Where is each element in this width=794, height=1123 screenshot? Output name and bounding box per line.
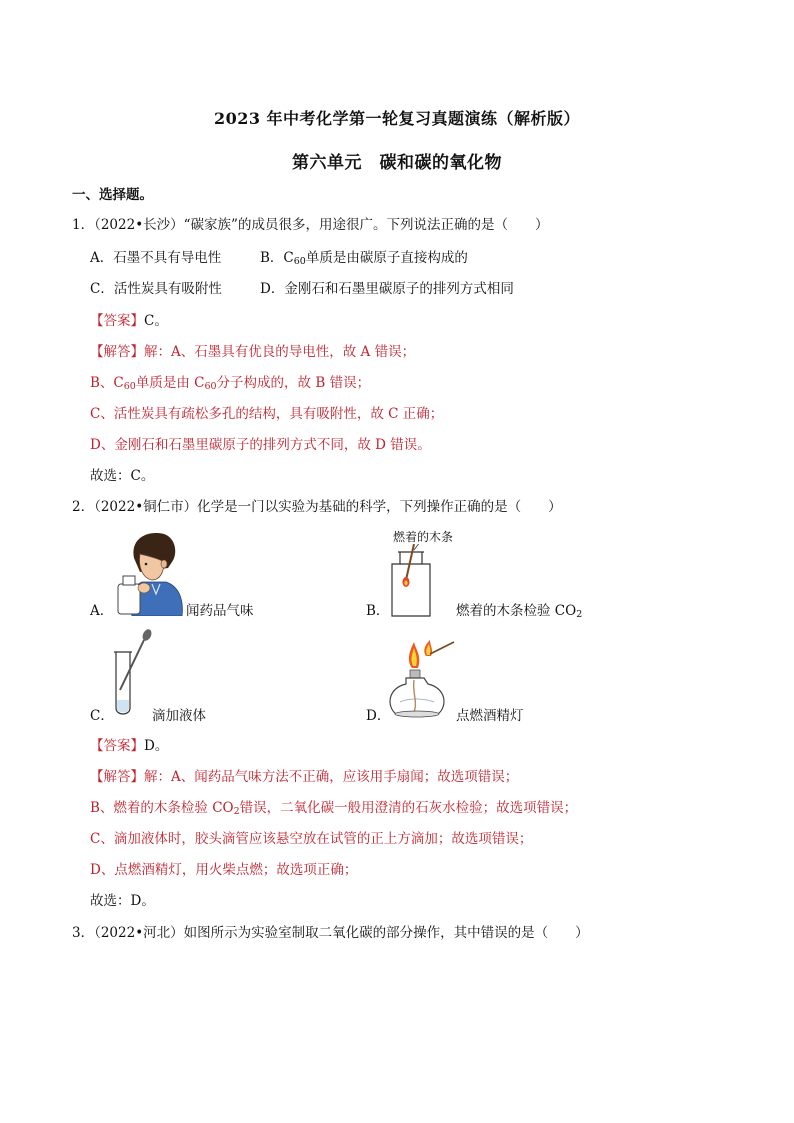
q2-option-d-letter: D． (366, 708, 391, 724)
q2-option-c-letter: C． (90, 708, 114, 724)
q2-option-d-text: 点燃酒精灯 (456, 708, 524, 724)
q1-analysis-3: C、活性炭具有疏松多孔的结构，具有吸附性，故 C 正确； (90, 406, 444, 422)
section-heading: 一、选择题。 (72, 187, 153, 203)
document-title: 2023 年中考化学第一轮复习真题演练（解析版） (213, 109, 581, 128)
dropper-test-tube-figure (110, 628, 158, 720)
q2-answer: 【答案】D。 (90, 738, 169, 754)
q2-option-b-text: 燃着的木条检验 $CO_2$ (456, 603, 583, 620)
q1-answer: 【答案】C。 (90, 313, 168, 329)
q2-analysis-2: B、燃着的木条检验 $CO_2$错误，二氧化碳一般用澄清的石灰水检验；故选项错误； (90, 800, 578, 817)
q2-option-b-figure-label: 燃着的木条 (393, 530, 454, 544)
q2-analysis-4: D、点燃酒精灯，用火柴点燃；故选项正确； (90, 862, 358, 878)
burning-splint-bottle-figure (384, 544, 454, 620)
q3-stem: 3．（2022•河北）如图所示为实验室制取二氧化碳的部分操作，其中错误的是（ ） (72, 925, 589, 941)
q2-option-a-letter: A． (90, 603, 114, 619)
smelling-reagent-figure (112, 528, 184, 616)
q1-conclusion: 故选：C。 (90, 468, 155, 484)
q2-conclusion: 故选：D。 (90, 893, 155, 909)
q2-stem: 2．（2022•铜仁市）化学是一门以实验为基础的科学，下列操作正确的是（ ） (72, 499, 562, 515)
q2-option-a-text: 闻药品气味 (186, 603, 254, 619)
q2-analysis-3: C、滴加液体时，胶头滴管应该悬空放在试管的正上方滴加；故选项错误； (90, 831, 533, 847)
q1-analysis-1: 【解答】解：A、石墨具有优良的导电性，故 A 错误； (90, 344, 416, 360)
q1-stem: 1．（2022•长沙）“碳家族”的成员很多，用途很广。下列说法正确的是（ ） (72, 217, 549, 233)
answer-tag: 【答案】 (90, 738, 144, 754)
q1-option-c: C．活性炭具有吸附性 (90, 281, 222, 297)
q2-analysis-1: 【解答】解：A、闻药品气味方法不正确，应该用手扇闻；故选项错误； (90, 769, 519, 785)
analysis-tag: 【解答】 (90, 344, 144, 360)
q1-option-d: D．金刚石和石墨里碳原子的排列方式相同 (260, 281, 514, 297)
alcohol-lamp-figure (388, 636, 458, 722)
unit-title: 第六单元 碳和碳的氧化物 (292, 153, 502, 173)
q2-option-b-letter: B． (366, 603, 390, 619)
analysis-tag: 【解答】 (90, 769, 144, 785)
q1-analysis-2: B、$C_{60}$单质是由 $C_{60}$分子构成的，故 B 错误； (90, 375, 371, 392)
q1-option-a: A．石墨不具有导电性 (90, 250, 222, 266)
answer-tag: 【答案】 (90, 313, 144, 329)
q2-option-c-text: 滴加液体 (152, 708, 206, 724)
q1-option-b: B．$C_{60}$单质是由碳原子直接构成的 (260, 250, 468, 267)
q1-analysis-4: D、金刚石和石墨里碳原子的排列方式不同，故 D 错误。 (90, 437, 431, 453)
